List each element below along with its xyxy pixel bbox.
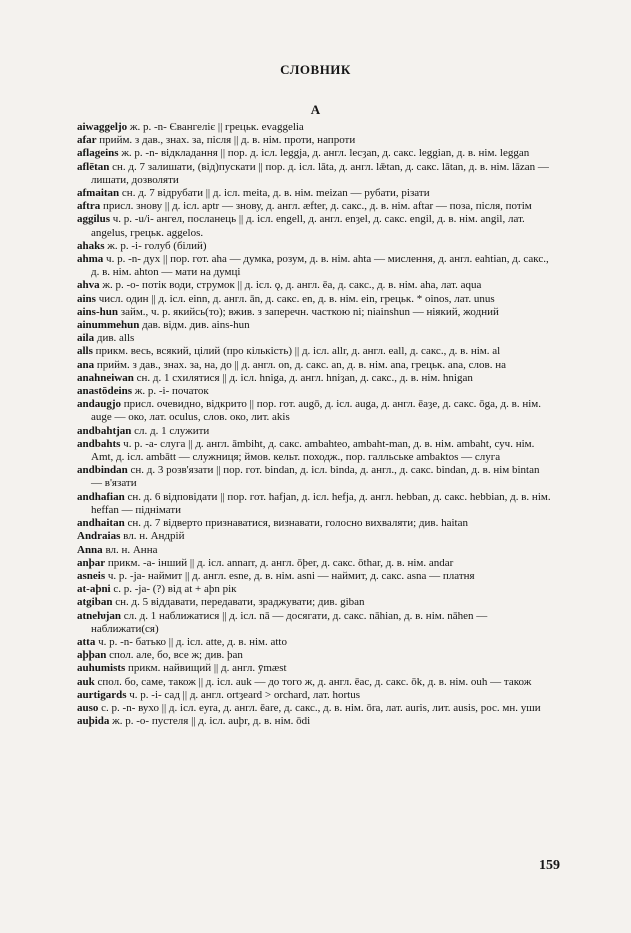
dictionary-entry (77, 332, 553, 345)
dictionary-entry (77, 372, 553, 385)
entry-headword: anþar (77, 556, 106, 569)
entry-definition: присл. знову || д. ісл. aptr — знову, д. англ. æfter, д. сакс., д. в. нім. aftar — поза, після, потім (102, 200, 532, 213)
dictionary-entry (77, 544, 553, 557)
section-letter: А (310, 102, 321, 117)
entry-definition: ж. р. -i- початок (134, 385, 209, 398)
entry-headword: aila (77, 332, 95, 345)
entry-headword: aflageins (77, 147, 119, 160)
dictionary-entry (77, 200, 553, 213)
dictionary-entry (77, 359, 553, 372)
entry-definition: спол. але, бо, все ж; див. þan (109, 649, 243, 662)
dictionary-entry (77, 676, 553, 689)
entry-definition: ч. р. -i- сад || д. англ. ortȝeard > orchard, лат. hortus (129, 688, 360, 701)
dictionary-entry (77, 306, 553, 319)
dictionary-entry (77, 213, 553, 239)
entry-definition: ж. р. -o- потік води, струмок || д. ісл. ǫ, д. англ. ēa, д. сакс., д. в. нім. aha, лат. aqua (102, 279, 482, 292)
dictionary-entry (77, 345, 553, 358)
entry-definition: ж. р. -n- Євангеліє || грецьк. evaggelia (129, 121, 304, 133)
dictionary-entry (77, 240, 553, 253)
entry-headword: andbahts (77, 437, 121, 450)
entry-headword: anastōdeins (77, 385, 133, 398)
entry-headword: ahva (77, 279, 100, 292)
dictionary-entry (77, 464, 553, 490)
page-title: СЛОВНИК (280, 62, 351, 77)
entry-headword: atneƕjan (77, 609, 122, 622)
dictionary-entry (77, 491, 553, 517)
entry-headword: ahma (77, 253, 104, 266)
dictionary-entry (77, 147, 553, 160)
dictionary-entry (77, 161, 553, 187)
entry-headword: atgiban (77, 596, 113, 609)
dictionary-entry (77, 583, 553, 596)
dictionary-entry (77, 610, 553, 636)
entry-definition: займ., ч. р. якийсь(то); вжив. з заперечн. часткою ni; niainshun — ніякий, жодний (120, 305, 499, 318)
dictionary-entry (77, 689, 553, 702)
entry-headword: Andraias (77, 530, 121, 543)
entry-definition: прикм. найвищий || д. англ. ȳmæst (128, 662, 287, 675)
entry-headword: asneis (77, 569, 106, 582)
dictionary-entry (77, 715, 553, 728)
entry-definition: сн. д. 7 відверто признаватися, визнавати, голосно вихваляти; див. haitan (127, 517, 468, 530)
entry-definition: ж. р. -o- пустеля || д. ісл. auþr, д. в. нім. ōdi (112, 715, 311, 728)
entry-definition: сн. д. 7 залишати, (від)пускати || пор. д. ісл. lāta, д. англ. lǣtan, д. сакс. lātan, д. в. нім. lāzan — лишати, дозволяти (91, 160, 549, 186)
dictionary-entry (77, 385, 553, 398)
dictionary-entry (77, 319, 553, 332)
entry-definition: сл. д. 1 наближатися || д. ісл. nā — досягати, д. сакс. nāhian, д. в. нім. nāhen — наближати(ся) (91, 609, 488, 635)
entry-definition: див. alls (96, 332, 135, 345)
entry-definition: числ. один || д. ісл. einn, д. англ. ān, д. сакс. en, д. в. нім. ein, грецьк. * oinos, лат. unus (98, 292, 495, 305)
entry-definition: присл. очевидно, відкрито || пор. гот. augō, д. ісл. auga, д. англ. ēaȝe, д. сакс. ōga, д. в. нім. auge — око, лат. oculus, слов. око, лит. akis (91, 398, 541, 424)
entry-definition: вл. н. Андрій (123, 530, 185, 543)
entry-headword: andbahtjan (77, 424, 132, 437)
entry-headword: andhaitan (77, 517, 125, 530)
entry-definition: сн. д. 7 відрубати || д. ісл. meita, д. в. нім. meizan — рубати, різати (121, 187, 430, 200)
entry-headword: andaugjo (77, 398, 122, 411)
dictionary-entry (77, 530, 553, 543)
entry-headword: ainummehun (77, 319, 140, 332)
entry-definition: ч. р. -ja- наймит || д. англ. esne, д. в. нім. asni — наймит, д. сакс. asna — платня (107, 569, 475, 582)
entry-headword: auhumists (77, 662, 126, 675)
entry-definition: ч. р. -n- дух || пор. гот. aha — думка, розум, д. в. нім. ahta — мислення, д. англ. eahtian, д. сакс., д. в. нім. ahton — мати на думці (91, 253, 549, 279)
entry-definition: ч. р. -n- батько || д. ісл. atte, д. в. нім. atto (98, 635, 287, 648)
dictionary-entry (77, 702, 553, 715)
entry-definition: прийм. з дав., знах. за, на, до || д. англ. on, д. сакс. an, д. в. нім. ana, грецьк. ana, слов. на (96, 358, 506, 371)
dictionary-entry (77, 121, 553, 134)
dictionary-entry (77, 425, 553, 438)
entry-headword: aftra (77, 200, 101, 213)
entry-headword: auþida (77, 715, 110, 728)
dictionary-entry (77, 253, 553, 279)
entry-definition: ч. р. -u/i- ангел, посланець || д. ісл. engell, д. англ. enȝel, д. сакс. engil, д. в. нім. angil, лат. angelus, грецьк. aggelos. (91, 213, 525, 239)
entry-definition: прийм. з дав., знах. за, після || д. в. нім. проти, напроти (99, 134, 356, 147)
dictionary-entry (77, 636, 553, 649)
entry-headword: andhafian (77, 490, 125, 503)
entry-headword: ahaks (77, 239, 105, 252)
entry-headword: alls (77, 345, 93, 358)
entry-headword: atta (77, 635, 96, 648)
entry-definition: прикм. -a- інший || д. ісл. annarr, д. англ. ōþer, д. сакс. ōthar, д. в. нім. andar (107, 556, 454, 569)
entry-headword: at-aþni (77, 583, 111, 596)
dictionary-entry (77, 649, 553, 662)
entry-headword: afar (77, 134, 97, 147)
entry-definition: сн. д. 5 віддавати, передавати, зраджувати; див. giban (115, 596, 365, 609)
entry-headword: auk (77, 675, 95, 688)
entry-headword: afmaitan (77, 187, 120, 200)
entry-definition: сн. д. 3 розв'язати || пор. гот. bindan, д. ісл. binda, д. англ., д. сакс. bindan, д. в. нім bintan — в'язати (91, 464, 540, 490)
entry-definition: спол. бо, саме, також || д. ісл. auk — до того ж, д. англ. ēac, д. сакс. ōk, д. в. нім. ouh — також (97, 675, 532, 688)
dictionary-entry (77, 293, 553, 306)
entry-definition: сн. д. 6 відповідати || пор. гот. hafjan, д. ісл. hefja, д. англ. hebban, д. сакс. hebbian, д. в. нім. heffan — піднімати (91, 490, 551, 516)
entry-definition: с. р. -ja- (?) від at + aþn рік (113, 583, 237, 596)
entry-definition: сн. д. 1 схилятися || д. ісл. hniga, д. англ. hniȝan, д. сакс., д. в. нім. hnigan (136, 371, 473, 384)
entry-definition: прикм. весь, всякий, цілий (про кількість) || д. ісл. allr, д. англ. eall, д. сакс., д. в. нім. al (95, 345, 501, 358)
entry-headword: anahneiwan (77, 371, 134, 384)
entry-headword: ana (77, 358, 95, 371)
entry-headword: Anna (77, 543, 103, 556)
entry-headword: aflētan (77, 160, 110, 173)
entry-headword: aþþan (77, 649, 107, 662)
dictionary-entry (77, 662, 553, 675)
entry-definition: сл. д. 1 служити (134, 424, 210, 437)
dictionary-entry (77, 134, 553, 147)
page-number: 159 (539, 858, 560, 873)
dictionary-entry (77, 557, 553, 570)
entry-headword: aggilus (77, 213, 111, 226)
entry-headword: ains (77, 292, 96, 305)
entry-headword: aiwaggeljo (77, 121, 128, 133)
dictionary-entry (77, 438, 553, 464)
entry-definition: ч. р. -a- слуга || д. англ. āmbiht, д. сакс. ambahteo, ambaht-man, д. в. нім. ambaht, суч. нім. Amt, д. ісл. ambātt — служниця; ймов. кельт. походж., пор. галльське ambaktos — слуга (91, 437, 535, 464)
dictionary-entry (77, 596, 553, 609)
entry-list (77, 121, 553, 728)
entry-definition: ж. р. -n- відкладання || пор. д. ісл. leggja, д. англ. lecȝan, д. сакс. leggian, д. в. нім. leggan (121, 147, 530, 160)
entry-headword: aurtigards (77, 688, 127, 701)
dictionary-entry (77, 279, 553, 292)
dictionary-entry (77, 570, 553, 583)
entry-headword: ains-hun (77, 305, 118, 318)
entry-headword: andbindan (77, 464, 128, 477)
entry-definition: с. р. -n- вухо || д. ісл. eyra, д. англ. ēare, д. сакс., д. в. нім. ōra, лат. auris, лит. ausis, рос. мн. уши (101, 701, 541, 714)
dictionary-entry (77, 517, 553, 530)
entry-definition: ж. р. -i- голуб (білий) (107, 239, 207, 252)
dictionary-entry (77, 187, 553, 200)
dictionary-entry (77, 398, 553, 424)
entry-definition: дав. відм. див. ains-hun (142, 319, 250, 332)
entry-definition: вл. н. Анна (105, 543, 158, 556)
entry-headword: auso (77, 701, 99, 714)
